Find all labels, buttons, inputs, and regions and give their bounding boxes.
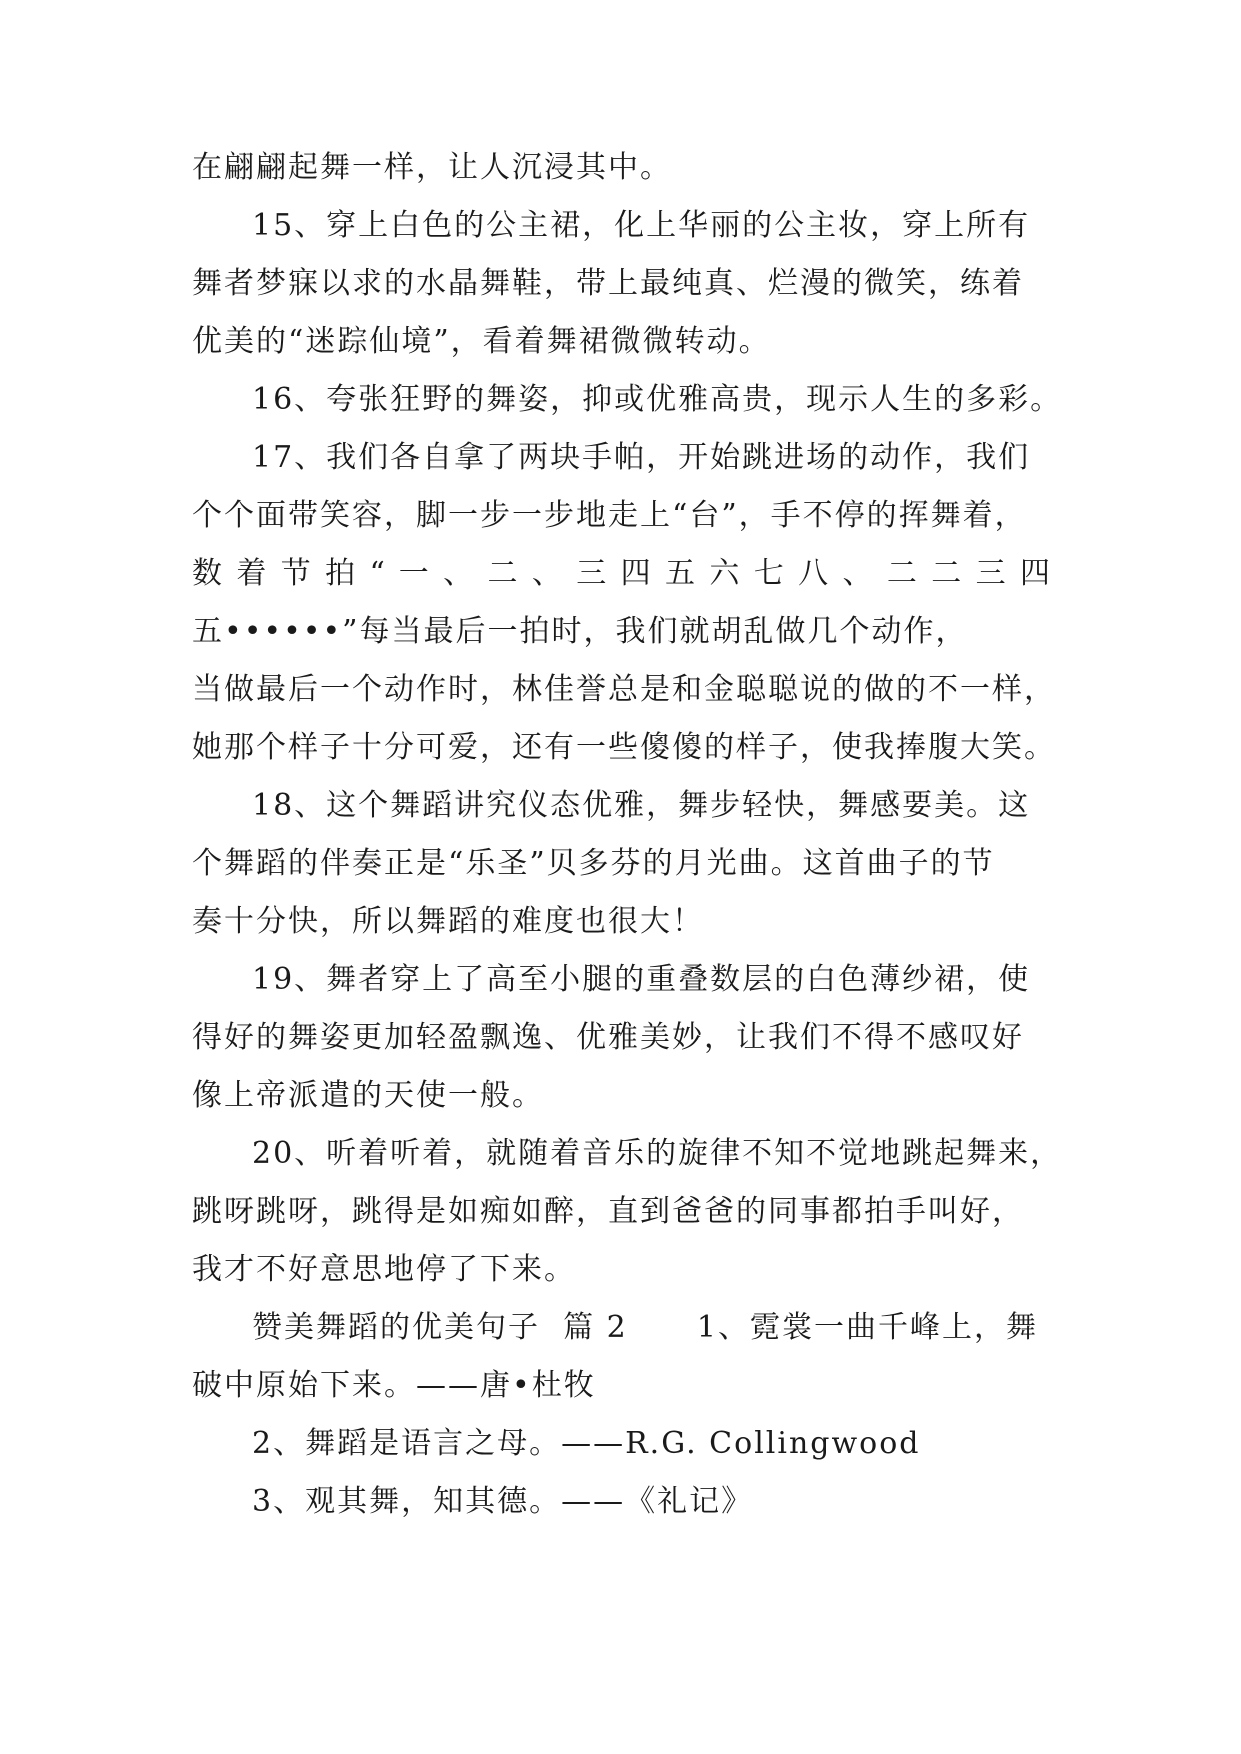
text-line: 优美的“迷踪仙境”，看着舞裙微微转动。: [192, 324, 771, 359]
text-line: 当做最后一个动作时，林佳誉总是和金聪聪说的做的不一样，: [192, 672, 1056, 707]
text-line: 破中原始下来。——唐•杜牧: [192, 1368, 596, 1403]
text-line: 个舞蹈的伴奏正是“乐圣”贝多芬的月光曲。这首曲子的节: [192, 846, 995, 881]
text-line: 19、舞者穿上了高至小腿的重叠数层的白色薄纱裙，使: [252, 962, 1031, 997]
text-line: 个个面带笑容，脚一步一步地走上“台”，手不停的挥舞着，: [192, 498, 1027, 533]
text-line: 跳呀跳呀，跳得是如痴如醉，直到爸爸的同事都拍手叫好，: [192, 1194, 1024, 1229]
text-line: 像上帝派遣的天使一般。: [192, 1078, 544, 1113]
text-line: 得好的舞姿更加轻盈飘逸、优雅美妙，让我们不得不感叹好: [192, 1020, 1024, 1055]
text-line: 15、穿上白色的公主裙，化上华丽的公主妆，穿上所有: [252, 208, 1031, 243]
text-line: 她那个样子十分可爱，还有一些傻傻的样子，使我捧腹大笑。: [192, 730, 1056, 765]
text-line: 20、听着听着，就随着音乐的旋律不知不觉地跳起舞来，: [252, 1136, 1063, 1171]
text-line: 在翩翩起舞一样，让人沉浸其中。: [192, 150, 672, 185]
text-line: 3、观其舞，知其德。——《礼记》: [252, 1484, 754, 1519]
section-heading-line: 赞美舞蹈的优美句子 篇 2 1、霓裳一曲千峰上，舞: [252, 1310, 1038, 1345]
text-line: 16、夸张狂野的舞姿，抑或优雅高贵，现示人生的多彩。: [252, 382, 1063, 417]
text-line: 我才不好意思地停了下来。: [192, 1252, 576, 1287]
text-line: 2、舞蹈是语言之母。——R.G. Collingwood: [252, 1426, 921, 1461]
text-line: 17、我们各自拿了两块手帕，开始跳进场的动作，我们: [252, 440, 1031, 475]
text-line: 五••••••”每当最后一拍时，我们就胡乱做几个动作，: [192, 614, 968, 649]
text-line: 18、这个舞蹈讲究仪态优雅，舞步轻快，舞感要美。这: [252, 788, 1031, 823]
text-line: 舞者梦寐以求的水晶舞鞋，带上最纯真、烂漫的微笑，练着: [192, 266, 1024, 301]
text-line: 奏十分快，所以舞蹈的难度也很大！: [192, 904, 704, 939]
text-line: 数 着 节 拍 “ 一 、 二 、 三 四 五 六 七 八 、 二 二 三 四: [192, 556, 1052, 591]
